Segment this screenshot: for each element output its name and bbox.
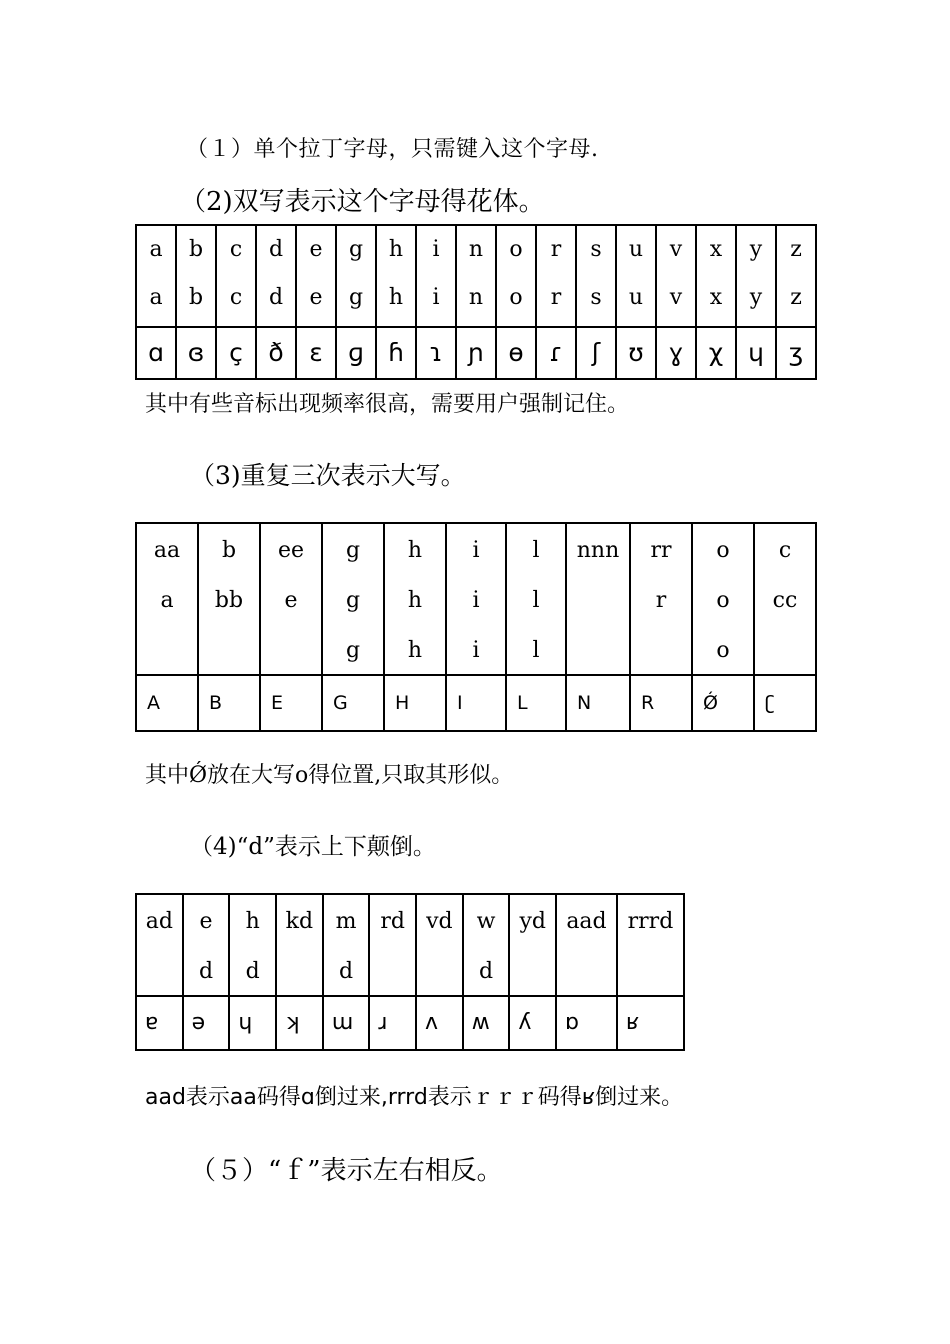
code-text [631, 624, 691, 674]
code-cell [176, 225, 216, 327]
symbol-cell: G [322, 675, 384, 731]
code-text: vd [426, 909, 453, 934]
code-text: e [309, 285, 323, 310]
code-text: v [669, 285, 683, 310]
code-cell [630, 523, 692, 675]
code-cell [276, 894, 323, 996]
symbol-cell: R [630, 675, 692, 731]
code-text: r [550, 237, 562, 262]
code-text: c [229, 285, 243, 310]
code-text: e [199, 909, 213, 934]
code-text: h [407, 638, 423, 663]
code-text: y [749, 285, 763, 310]
code-text: b [188, 237, 204, 262]
note-o-slash: 其中Ǿ放在大写o得位置,只取其形似。 [145, 763, 514, 788]
code-cell [536, 225, 576, 327]
code-text [370, 945, 415, 995]
code-text: u [628, 285, 644, 310]
symbol-cell: ɯ [323, 996, 370, 1050]
symbol-cell: L [506, 675, 566, 731]
code-cell [384, 523, 446, 675]
rule-5-heading: （５）“ｆ”表示左右相反。 [190, 1156, 503, 1186]
code-text: i [432, 285, 440, 310]
code-text: o [716, 638, 730, 663]
symbol-cell: ʊ [616, 327, 656, 379]
rule-3-heading: （3)重复三次表示大写。 [190, 461, 466, 490]
code-text [137, 624, 197, 674]
code-text: i [472, 538, 480, 563]
code-text: i [472, 588, 480, 613]
code-text: a [149, 285, 163, 310]
code-text: g [345, 588, 361, 613]
symbol-cell: Ǿ [692, 675, 754, 731]
symbol-cell: ʒ [776, 327, 816, 379]
code-text: cc [772, 588, 798, 613]
code-text: e [284, 588, 298, 613]
symbol-cell: ɵ [496, 327, 536, 379]
symbol-cell: ɥ [229, 996, 276, 1050]
symbol-cell: ɦ [376, 327, 416, 379]
code-cell [463, 894, 510, 996]
code-cell [136, 523, 198, 675]
code-text: rrrd [627, 909, 674, 934]
code-cell [336, 225, 376, 327]
code-text: v [669, 237, 683, 262]
code-cell [736, 225, 776, 327]
code-text: o [509, 285, 523, 310]
code-cell [296, 225, 336, 327]
symbol-cell: ɿ [416, 327, 456, 379]
code-text [567, 624, 629, 674]
code-text [567, 574, 629, 624]
symbol-cell: ʁ [617, 996, 684, 1050]
code-text: x [709, 237, 723, 262]
rule-1-text: （１）单个拉丁字母，只需键入这个字母. [186, 137, 599, 162]
code-text [557, 945, 616, 995]
symbol-cell: ʃ [576, 327, 616, 379]
code-cell [376, 225, 416, 327]
symbol-cell: ɣ [656, 327, 696, 379]
code-text: h [388, 285, 404, 310]
symbol-cell: ʍ [463, 996, 510, 1050]
code-cell [136, 894, 183, 996]
rule-2-heading: （2)双写表示这个字母得花体。 [180, 187, 545, 217]
code-cell [656, 225, 696, 327]
symbol-cell: ɾ [536, 327, 576, 379]
code-text [510, 945, 555, 995]
code-text: s [590, 237, 602, 262]
code-text: ad [145, 909, 173, 934]
code-text: kd [285, 909, 314, 934]
flip-table [135, 893, 685, 1051]
code-text: d [338, 959, 354, 984]
symbol-cell: ɑ [136, 327, 176, 379]
code-cell [692, 523, 754, 675]
code-text: n [468, 285, 484, 310]
symbol-cell: ð [256, 327, 296, 379]
code-text: a [149, 237, 163, 262]
code-text: c [229, 237, 243, 262]
code-text [199, 624, 259, 674]
code-cell [509, 894, 556, 996]
symbol-cell: ʌ [416, 996, 463, 1050]
code-cell [576, 225, 616, 327]
code-text: e [309, 237, 323, 262]
code-cell [136, 225, 176, 327]
code-text: yd [519, 909, 546, 934]
code-cell [216, 225, 256, 327]
code-cell [776, 225, 816, 327]
code-text: l [532, 588, 540, 613]
code-cell [198, 523, 260, 675]
code-cell [446, 523, 506, 675]
code-text: o [716, 588, 730, 613]
code-cell [256, 225, 296, 327]
code-text: d [478, 959, 494, 984]
code-cell [416, 225, 456, 327]
code-cell [617, 894, 684, 996]
symbol-cell: ʎ [509, 996, 556, 1050]
code-text: z [790, 237, 802, 262]
double-letter-table [135, 224, 817, 380]
symbol-cell: ə [183, 996, 230, 1050]
code-text: d [198, 959, 214, 984]
code-cell [369, 894, 416, 996]
code-cell [323, 894, 370, 996]
symbol-cell: ɞ [176, 327, 216, 379]
code-cell [616, 225, 656, 327]
note-flip-examples: aad表示aa码得ɑ倒过来,rrrd表示ｒｒｒ码得ʁ倒过来。 [145, 1085, 684, 1110]
code-text: d [268, 285, 284, 310]
code-text: d [268, 237, 284, 262]
code-text: x [709, 285, 723, 310]
code-cell [229, 894, 276, 996]
code-text: ee [277, 538, 305, 563]
symbol-cell: ʗ [754, 675, 816, 731]
code-text [618, 945, 683, 995]
code-text: c [778, 538, 792, 563]
symbol-cell: H [384, 675, 446, 731]
rule-4-heading: （4)“d”表示上下颠倒。 [190, 834, 436, 860]
symbol-cell: ɒ [556, 996, 617, 1050]
code-text: h [407, 588, 423, 613]
code-text: d [245, 959, 260, 984]
code-cell [322, 523, 384, 675]
code-text: b [188, 285, 204, 310]
code-text: s [590, 285, 602, 310]
code-text: i [472, 638, 480, 663]
code-text: n [468, 237, 484, 262]
symbol-cell: ɲ [456, 327, 496, 379]
code-cell [566, 523, 630, 675]
code-text [137, 945, 182, 995]
code-text [755, 624, 815, 674]
code-text: z [790, 285, 802, 310]
code-text: bb [214, 588, 244, 613]
code-cell [496, 225, 536, 327]
code-text: y [749, 237, 763, 262]
code-cell [183, 894, 230, 996]
code-text: l [532, 638, 540, 663]
symbol-cell: ç [216, 327, 256, 379]
code-text: a [160, 588, 174, 613]
symbol-cell: ɥ [736, 327, 776, 379]
code-text: rd [380, 909, 405, 934]
symbol-cell: A [136, 675, 198, 731]
code-cell [260, 523, 322, 675]
triple-letter-table [135, 522, 817, 732]
symbol-cell: I [446, 675, 506, 731]
symbol-cell: χ [696, 327, 736, 379]
code-cell [556, 894, 617, 996]
symbol-cell: E [260, 675, 322, 731]
code-text: u [628, 237, 644, 262]
symbol-cell: ʞ [276, 996, 323, 1050]
code-text: r [655, 588, 667, 613]
code-text [261, 624, 321, 674]
code-cell [416, 894, 463, 996]
code-cell [696, 225, 736, 327]
code-text: h [407, 538, 423, 563]
code-text: aad [566, 909, 607, 934]
code-cell [754, 523, 816, 675]
code-text: h [245, 909, 260, 934]
code-text: nnn [576, 538, 620, 563]
code-text: w [476, 909, 496, 934]
symbol-cell: B [198, 675, 260, 731]
code-text: l [532, 538, 540, 563]
code-text: m [335, 909, 357, 934]
code-text: h [388, 237, 404, 262]
code-text: r [550, 285, 562, 310]
code-text: i [432, 237, 440, 262]
code-text: g [348, 285, 364, 310]
code-text: g [345, 538, 361, 563]
symbol-cell: ɛ [296, 327, 336, 379]
code-text: o [716, 538, 730, 563]
code-text: g [345, 638, 361, 663]
code-cell [456, 225, 496, 327]
code-text: g [348, 237, 364, 262]
code-cell [506, 523, 566, 675]
symbol-cell: ɡ [336, 327, 376, 379]
code-text: aa [153, 538, 181, 563]
code-text [417, 945, 462, 995]
symbol-cell: N [566, 675, 630, 731]
code-text: o [509, 237, 523, 262]
note-frequent-symbols: 其中有些音标出现频率很高，需要用户强制记住。 [145, 392, 630, 417]
code-text [277, 945, 322, 995]
symbol-cell: ɐ [136, 996, 183, 1050]
code-text: rr [650, 538, 672, 563]
code-text: b [221, 538, 237, 563]
symbol-cell: ɹ [369, 996, 416, 1050]
